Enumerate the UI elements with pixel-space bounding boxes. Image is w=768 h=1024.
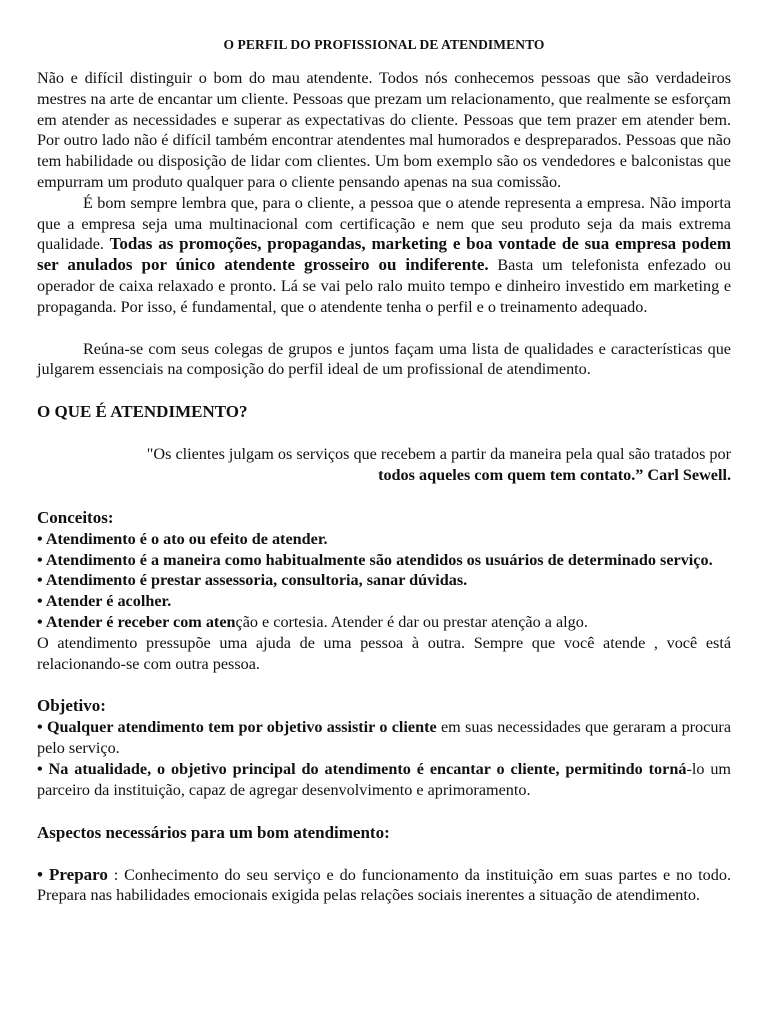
intro-paragraph-2-start: É bom sempre lembra que, para o cliente, a pessoa que o atende representa a empresa. Não importa que a empresa seja uma multinacional com certificação e nem que seu produto seja da mais extrema qualidade. <box>37 193 731 254</box>
list-item-text: • Na atualidade, o objetivo principal do atendimento é encantar o cliente, permitindo torná <box>37 759 687 778</box>
quote-line-2 <box>37 465 731 486</box>
list-item <box>37 612 731 633</box>
spacer <box>37 801 731 822</box>
spacer <box>37 318 731 339</box>
conceitos-closing: O atendimento pressupõe uma ajuda de uma pessoa à outra. Sempre que você atende , você está relacionando-se com outra pessoa. <box>37 633 731 673</box>
spacer <box>37 844 731 865</box>
list-item-text: • Preparo <box>37 864 108 884</box>
document-title: O PERFIL DO PROFISSIONAL DE ATENDIMENTO <box>223 37 545 52</box>
section-heading-aspectos: Aspectos necessários para um bom atendimento: <box>37 822 390 842</box>
spacer <box>37 486 731 507</box>
quote-line-1: "Os clientes julgam os serviços que recebem a partir da maneira pela qual são tratados por <box>146 445 731 464</box>
list-item-text: • Atendimento é a maneira como habitualmente são atendidos os usuários de determinado serviço. <box>37 550 713 569</box>
list-item <box>37 591 731 612</box>
section-heading-atendimento: O QUE É ATENDIMENTO? <box>37 402 248 422</box>
list-item <box>37 550 731 571</box>
intro-paragraph-2-emphasis: Todas as promoções, propagandas, marketing e boa vontade de sua empresa podem ser anulados por único atendente grosseiro ou indiferente. <box>37 234 731 275</box>
spacer <box>37 674 731 695</box>
spacer <box>37 380 731 401</box>
section-heading-conceitos: Conceitos: <box>37 507 114 527</box>
list-item-text: • Atender é acolher. <box>37 592 172 611</box>
list-item-text: • Qualquer atendimento tem por objetivo assistir o cliente <box>37 718 437 737</box>
list-item-text: : Conhecimento do seu serviço e do funcionamento da instituição em suas partes e no todo. Prepara nas habilidades emocionais exigida pelas relações sociais inerentes a situação de atendimento. <box>37 865 731 905</box>
intro-paragraph-1: Não e difícil distinguir o bom do mau atendente. Todos nós conhecemos pessoas que são verdadeiros mestres na arte de encantar um cliente. Pessoas que prezam um relacionamento, que realmente se esforçam em atender as necessidades e superar as expectativas do cliente. Pessoas que tem prazer em atender bem. Por outro lado não é difícil também encontrar atendentes mal humorados e despreparados. Pessoas que não tem habilidade ou disposição de lidar com clientes. Um bom exemplo são os vendedores e balconistas que empurram um produto qualquer para o cliente pensando apenas na sua comissão. <box>37 69 731 191</box>
section-heading-objetivo: Objetivo: <box>37 696 106 716</box>
quote-attribution: todos aqueles com quem tem contato.” Carl Sewell. <box>378 465 731 484</box>
list-item-text: ção e cortesia. Atender é dar ou prestar atenção a algo. <box>235 612 588 631</box>
intro-paragraph-2 <box>37 193 731 318</box>
list-item-text: • Atender é receber com aten <box>37 612 236 631</box>
spacer <box>37 423 731 444</box>
list-item <box>37 759 731 801</box>
list-item <box>37 717 731 759</box>
list-item-text: • Atendimento é o ato ou efeito de atender. <box>37 529 328 548</box>
list-item-text: em suas necessidades que geraram a procura pelo serviço. <box>37 718 732 758</box>
list-item <box>37 570 731 591</box>
intro-paragraph-3: Reúna-se com seus colegas de grupos e juntos façam uma lista de qualidades e características que julgarem essenciais na composição do perfil ideal de um profissional de atendimento. <box>37 339 731 379</box>
intro-paragraph-2-end: Basta um telefonista enfezado ou operador de caixa relaxado e pronto. Lá se vai pelo ralo muito tempo e dinheiro investido em marketing e propaganda. Por isso, é fundamental, que o atendente tenha o perfil e o treinamento adequado. <box>37 256 731 316</box>
list-item <box>37 865 731 907</box>
list-item-text: -lo um parceiro da instituição, capaz de agregar desenvolvimento e aprimoramento. <box>37 759 731 799</box>
list-item <box>37 529 731 550</box>
list-item-text: • Atendimento é prestar assessoria, consultoria, sanar dúvidas. <box>37 571 468 590</box>
